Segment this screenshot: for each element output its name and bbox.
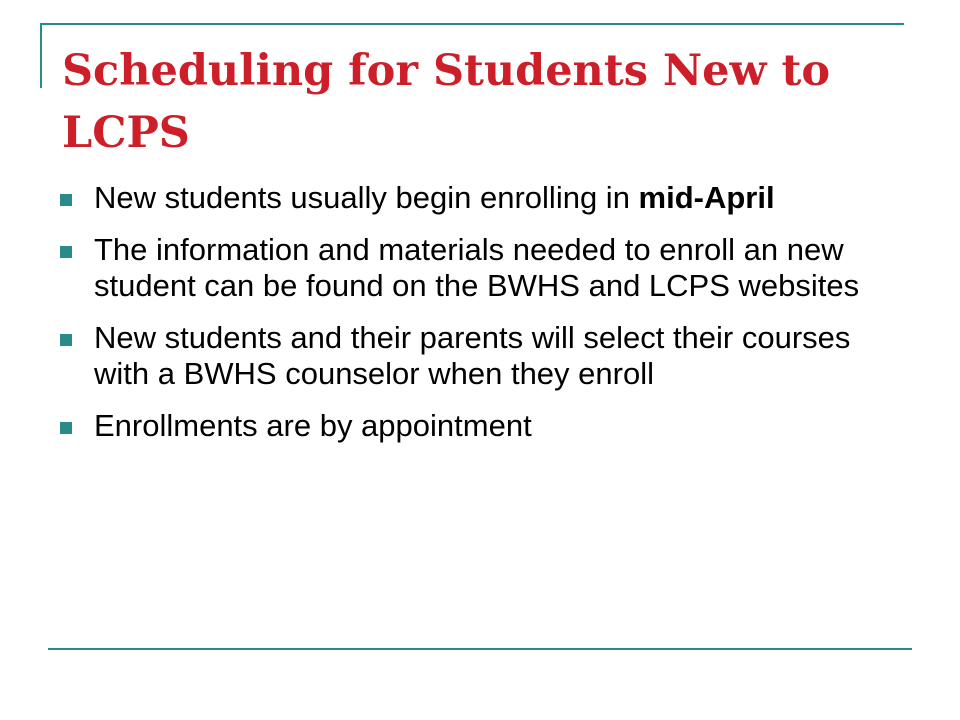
bottom-rule	[48, 648, 912, 650]
square-bullet-icon	[60, 194, 72, 206]
bullet-list	[60, 180, 880, 460]
bullet-item-enrolling	[60, 180, 880, 216]
bullet-emphasis: mid-April	[638, 180, 775, 215]
square-bullet-icon	[60, 422, 72, 434]
bullet-text: New students usually begin enrolling in	[94, 180, 639, 215]
square-bullet-icon	[60, 334, 72, 346]
bullet-item-materials	[60, 232, 880, 304]
bullet-item-appointment	[60, 408, 880, 444]
bullet-item-courses	[60, 320, 880, 392]
top-rule	[40, 23, 904, 25]
bullet-text: Enrollments are by appointment	[94, 408, 532, 443]
bullet-text: New students and their parents will select their courses with a BWHS counselor when they enroll	[94, 320, 851, 391]
bullet-text: The information and materials needed to enroll an new student can be found on the BWHS and LCPS websites	[94, 232, 860, 303]
square-bullet-icon	[60, 246, 72, 258]
slide-title: Scheduling for Students New to LCPS	[62, 46, 831, 158]
left-rule	[40, 23, 42, 88]
